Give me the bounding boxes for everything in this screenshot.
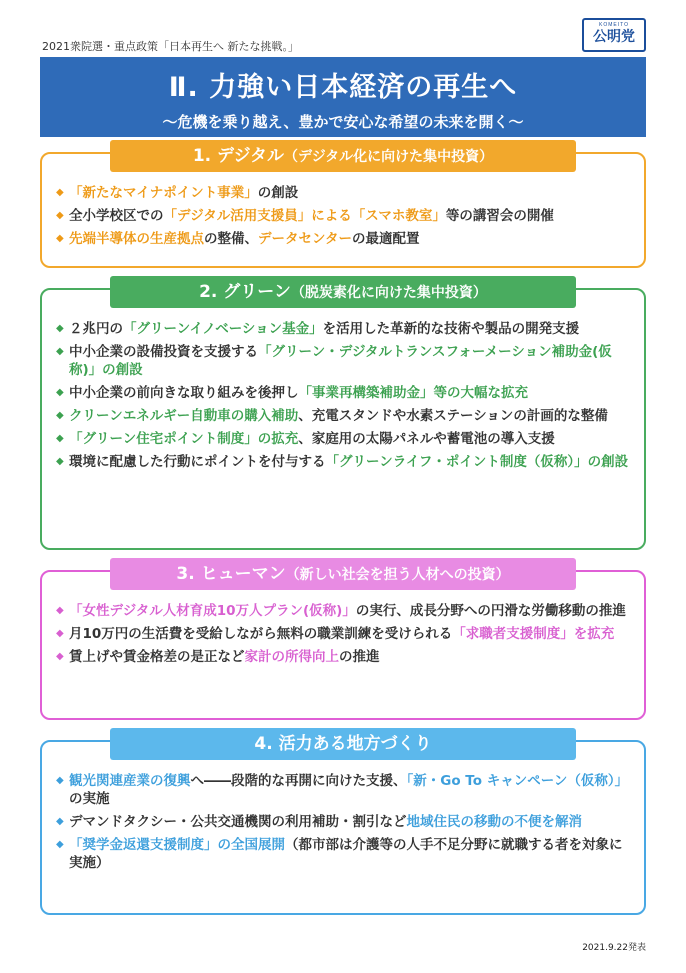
diamond-icon: ◆	[56, 651, 64, 662]
diamond-icon: ◆	[56, 456, 64, 467]
section-body	[56, 184, 630, 253]
list-item: ◆ 賃上げや賃金格差の是正など家計の所得向上の推進	[56, 649, 380, 665]
section-green	[40, 282, 646, 550]
heading-main: 1. デジタル	[192, 146, 284, 166]
heading-sub: （デジタル化に向けた集中投資）	[284, 149, 494, 165]
list-item: ◆ 全小学校区での「デジタル活用支援員」による「スマホ教室」等の講習会の開催	[56, 208, 554, 224]
party-logo	[582, 18, 646, 52]
list-item: ◆ 環境に配慮した行動にポイントを付与する「グリーンライフ・ポイント制度（仮称）」の創設	[56, 454, 629, 470]
diamond-icon: ◆	[56, 187, 64, 198]
heading-main: 2. グリーン	[199, 282, 291, 302]
list-item: ◆ 「奨学金返還支援制度」の全国展開（都市部は介護等の人手不足分野に就職する者を対象に実施）	[56, 837, 623, 871]
list-item: ◆ 月10万円の生活費を受給しながら無料の職業訓練を受けられる「求職者支援制度」を拡充	[56, 626, 615, 642]
heading-main: 3. ヒューマン	[176, 564, 286, 584]
diamond-icon: ◆	[56, 839, 64, 850]
section-regional	[40, 734, 646, 915]
diamond-icon: ◆	[56, 233, 64, 244]
heading-main: 4. 活力ある地方づくり	[254, 734, 432, 754]
publish-date: 2021.9.22発表	[582, 943, 646, 953]
list-item: ◆ 「グリーン住宅ポイント制度」の拡充、家庭用の太陽パネルや蓄電池の導入支援	[56, 431, 555, 447]
section-heading	[110, 558, 576, 590]
diamond-icon: ◆	[56, 346, 64, 357]
diamond-icon: ◆	[56, 433, 64, 444]
logo-jp: 公明党	[593, 29, 635, 45]
page-title: Ⅱ. 力強い日本経済の再生へ	[168, 72, 518, 103]
diamond-icon: ◆	[56, 410, 64, 421]
section-body	[56, 320, 630, 476]
list-item: ◆ 中小企業の前向きな取り組みを後押し「事業再構築補助金」等の大幅な拡充	[56, 385, 528, 401]
diamond-icon: ◆	[56, 628, 64, 639]
title-banner	[40, 57, 646, 137]
logo-en: KOMEITO	[599, 22, 629, 28]
diamond-icon: ◆	[56, 323, 64, 334]
section-heading	[110, 728, 576, 760]
list-item: ◆ ２兆円の「グリーンイノベーション基金」を活用した革新的な技術や製品の開発支援	[56, 321, 580, 337]
page-subtitle: 〜危機を乗り越え、豊かで安心な希望の未来を開く〜	[162, 113, 524, 131]
top-line: 2021衆院選・重点政策「日本再生へ 新たな挑戦。」	[42, 40, 299, 53]
diamond-icon: ◆	[56, 387, 64, 398]
diamond-icon: ◆	[56, 605, 64, 616]
list-item: ◆ 観光関連産業の復興へ――段階的な再開に向けた支援、「新・Go To キャンペーン（仮称）」の実施	[56, 773, 629, 807]
diamond-icon: ◆	[56, 816, 64, 827]
section-heading	[110, 276, 576, 308]
list-item: ◆ 「新たなマイナポイント事業」の創設	[56, 185, 299, 201]
section-human	[40, 564, 646, 720]
list-item: ◆ クリーンエネルギー自動車の購入補助、充電スタンドや水素ステーションの計画的な整備	[56, 408, 608, 424]
section-digital	[40, 146, 646, 268]
list-item: ◆ 先端半導体の生産拠点の整備、データセンターの最適配置	[56, 231, 420, 247]
diamond-icon: ◆	[56, 775, 64, 786]
section-body	[56, 772, 630, 877]
list-item: ◆ デマンドタクシー・公共交通機関の利用補助・割引など地域住民の移動の不便を解消	[56, 814, 582, 830]
list-item: ◆ 中小企業の設備投資を支援する「グリーン・デジタルトランスフォーメーション補助金(仮称)」の創設	[56, 344, 612, 378]
diamond-icon: ◆	[56, 210, 64, 221]
section-heading	[110, 140, 576, 172]
heading-sub: （脱炭素化に向けた集中投資）	[290, 285, 487, 301]
heading-sub: （新しい社会を担う人材への投資）	[285, 567, 510, 583]
section-body	[56, 602, 630, 671]
list-item: ◆ 「女性デジタル人材育成10万人プラン(仮称)」の実行、成長分野への円滑な労働移動の推進	[56, 603, 626, 619]
